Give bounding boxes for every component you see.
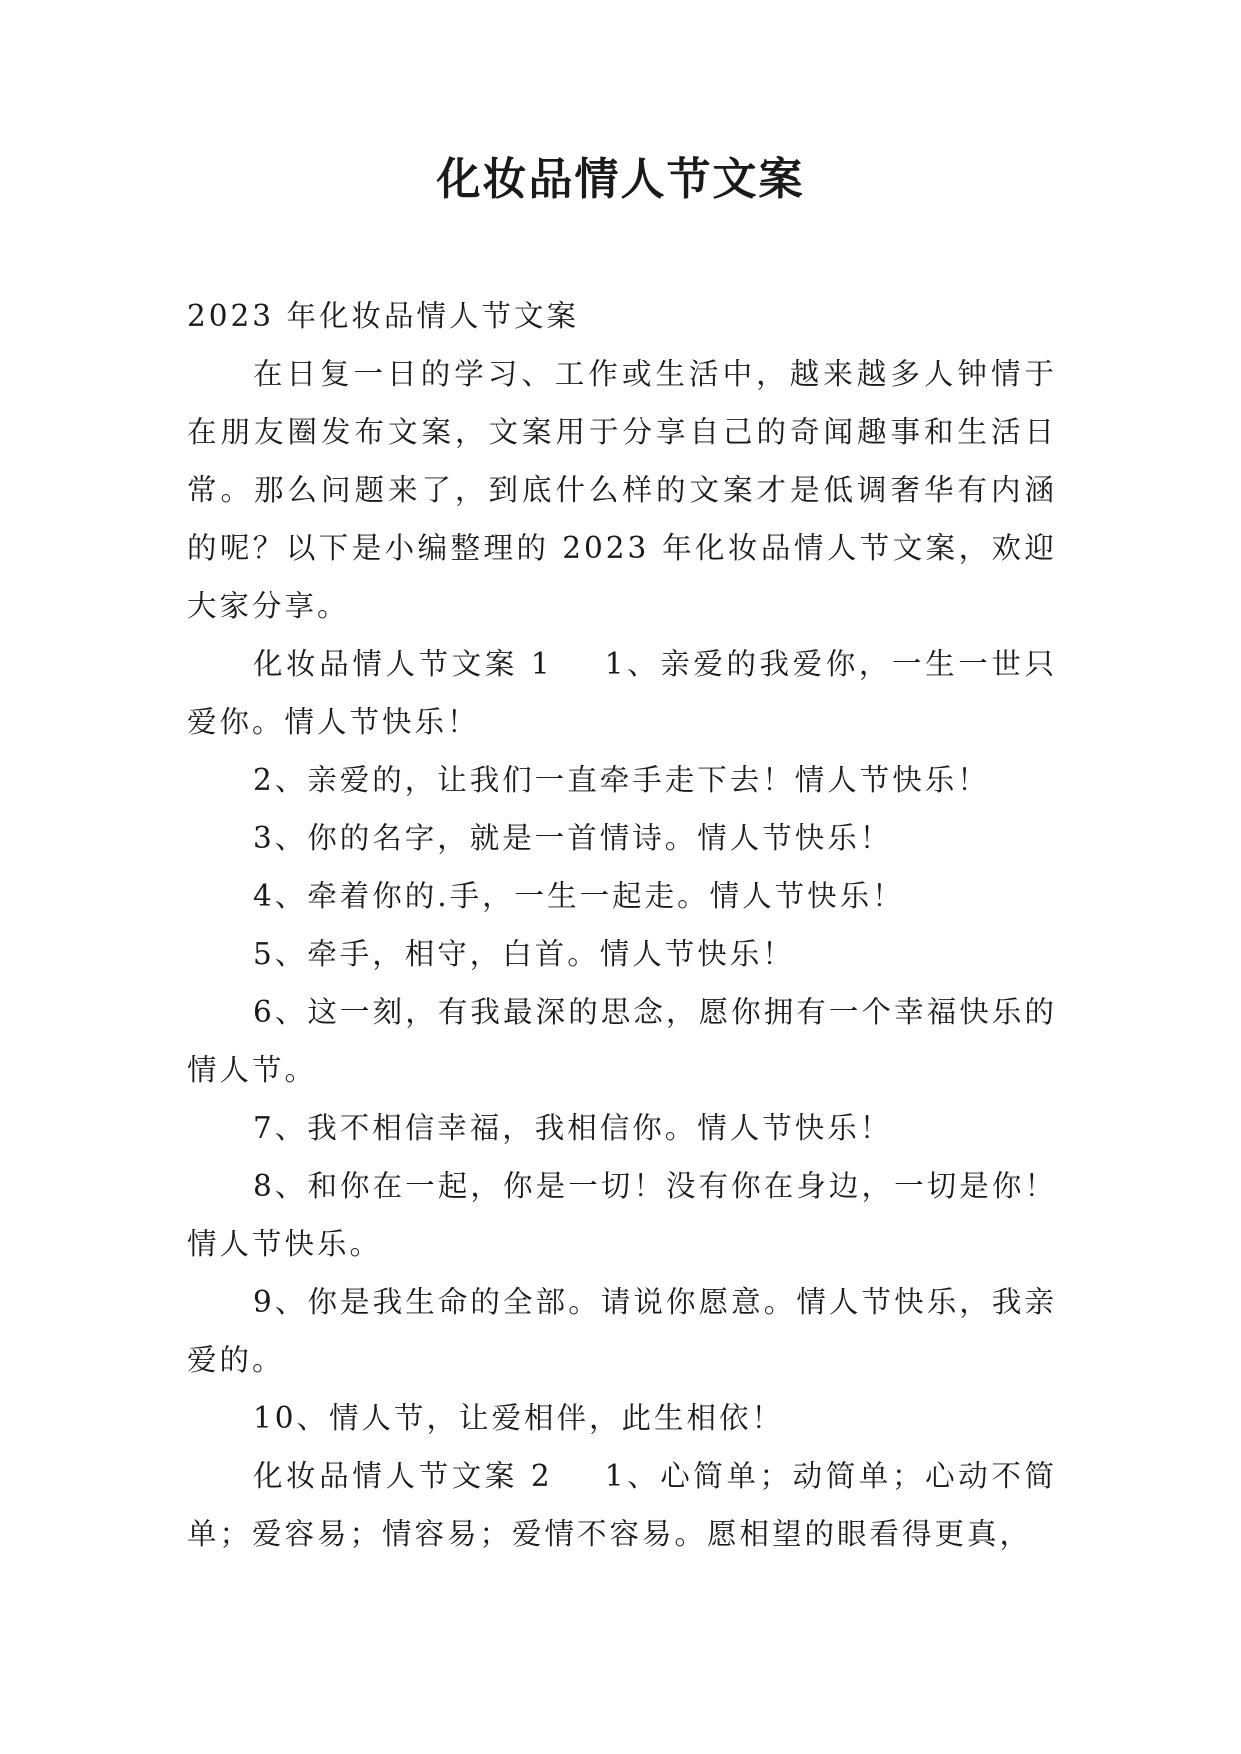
section-1-item-8: 8、和你在一起，你是一切！没有你在身边，一切是你！情人节快乐。 [187, 1169, 1057, 1261]
intro-paragraph: 在日复一日的学习、工作或生活中，越来越多人钟情于在朋友圈发布文案，文案用于分享自己的奇闻趣事和生活日常。那么问题来了，到底什么样的文案才是低调奢华有内涵的呢？以下是小编整理的 2023 年化妆品情人节文案，欢迎大家分享。 [187, 357, 1057, 623]
section-1-heading: 化妆品情人节文案 1 [253, 647, 553, 681]
section-1-item-4: 4、牵着你的.手，一生一起走。情人节快乐！ [253, 879, 905, 913]
section-1-item-2: 2、亲爱的，让我们一直牵手走下去！情人节快乐！ [253, 763, 990, 797]
section-2-paragraph [187, 1447, 1057, 1563]
section-1-item-7: 7、我不相信幸福，我相信你。情人节快乐！ [253, 1111, 893, 1145]
section-2-heading: 化妆品情人节文案 2 [253, 1459, 553, 1493]
section-1-item-5: 5、牵手，相守，白首。情人节快乐！ [253, 937, 795, 971]
section-1-item-9: 9、你是我生命的全部。请说你愿意。情人节快乐，我亲爱的。 [187, 1285, 1057, 1377]
document-subtitle: 2023 年化妆品情人节文案 [187, 299, 579, 333]
document-body [187, 287, 1057, 1563]
section-1-item-10: 10、情人节，让爱相伴，此生相依！ [253, 1401, 785, 1435]
section-2-item-1: 1、心简单；动简单；心动不简单；爱容易；情容易；爱情不容易。愿相望的眼看得更真， [187, 1459, 1057, 1551]
section-1-item-3: 3、你的名字，就是一首情诗。情人节快乐！ [253, 821, 893, 855]
section-1-paragraph [187, 635, 1057, 751]
section-1-item-6: 6、这一刻，有我最深的思念，愿你拥有一个幸福快乐的情人节。 [187, 995, 1057, 1087]
section-1-item-1: 1、亲爱的我爱你，一生一世只爱你。情人节快乐！ [187, 647, 1057, 739]
document-title: 化妆品情人节文案 [436, 154, 805, 205]
